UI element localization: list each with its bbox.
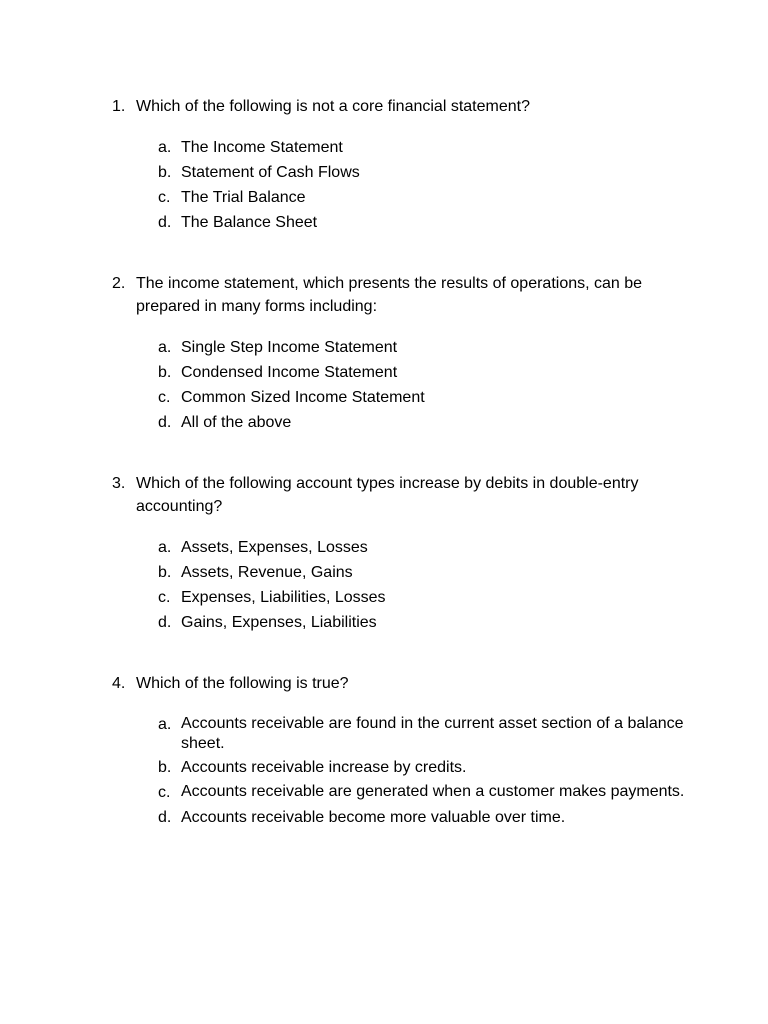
question-3 (112, 472, 692, 636)
option-letter: d. (158, 614, 172, 631)
question-text: The income statement, which presents the results of operations, can be prepared in many forms including: (136, 275, 643, 315)
option-c (158, 386, 692, 409)
option-text: The Income Statement (181, 139, 343, 156)
option-c (158, 781, 692, 804)
option-letter: b. (158, 564, 172, 581)
option-text: Gains, Expenses, Liabilities (181, 614, 377, 631)
question-text: Which of the following account types increase by debits in double-entry accounting? (136, 475, 639, 515)
option-text: Single Step Income Statement (181, 339, 398, 356)
option-d (158, 806, 692, 829)
option-text: The Balance Sheet (181, 214, 318, 231)
question-3-prompt (112, 472, 692, 518)
option-letter: b. (158, 164, 172, 181)
question-number: 1. (112, 98, 126, 115)
question-1 (112, 95, 692, 236)
option-c (158, 186, 692, 209)
option-b (158, 561, 692, 584)
question-text: Which of the following is not a core financial statement? (136, 98, 530, 115)
option-letter: a. (158, 139, 172, 156)
option-text: Condensed Income Statement (181, 364, 398, 381)
option-c (158, 586, 692, 609)
option-text: Statement of Cash Flows (181, 164, 360, 181)
option-letter: b. (158, 364, 172, 381)
option-b (158, 756, 692, 779)
question-text: Which of the following is true? (136, 675, 349, 692)
option-text: Expenses, Liabilities, Losses (181, 589, 386, 606)
option-letter: d. (158, 214, 172, 231)
option-letter: a. (158, 716, 172, 733)
question-number: 2. (112, 275, 126, 292)
question-1-prompt (112, 95, 692, 118)
option-letter: c. (158, 589, 171, 606)
option-text: Accounts receivable are generated when a customer makes payments. (181, 783, 685, 800)
option-letter: a. (158, 339, 172, 356)
question-number: 4. (112, 675, 126, 692)
option-a (158, 336, 692, 359)
option-text: Accounts receivable become more valuable over time. (181, 809, 566, 826)
question-4-prompt (112, 672, 692, 695)
option-letter: c. (158, 389, 171, 406)
option-text: All of the above (181, 414, 292, 431)
option-text: Assets, Expenses, Losses (181, 539, 368, 556)
option-b (158, 161, 692, 184)
question-4-options (112, 713, 692, 829)
option-text: Common Sized Income Statement (181, 389, 425, 406)
option-a (158, 136, 692, 159)
option-b (158, 361, 692, 384)
question-2 (112, 272, 692, 436)
option-letter: a. (158, 539, 172, 556)
question-4 (112, 672, 692, 831)
option-text: Accounts receivable increase by credits. (181, 759, 467, 776)
option-d (158, 411, 692, 434)
question-1-options (112, 136, 692, 234)
option-text: Assets, Revenue, Gains (181, 564, 353, 581)
option-text: The Trial Balance (181, 189, 306, 206)
question-3-options (112, 536, 692, 634)
option-letter: b. (158, 759, 172, 776)
question-2-options (112, 336, 692, 434)
option-letter: d. (158, 809, 172, 826)
option-letter: c. (158, 784, 171, 801)
option-letter: d. (158, 414, 172, 431)
option-a (158, 536, 692, 559)
question-number: 3. (112, 475, 126, 492)
option-letter: c. (158, 189, 171, 206)
question-2-prompt (112, 272, 692, 318)
option-d (158, 611, 692, 634)
option-a (158, 713, 692, 754)
option-d (158, 211, 692, 234)
option-text: Accounts receivable are found in the current asset section of a balance sheet. (181, 715, 684, 752)
